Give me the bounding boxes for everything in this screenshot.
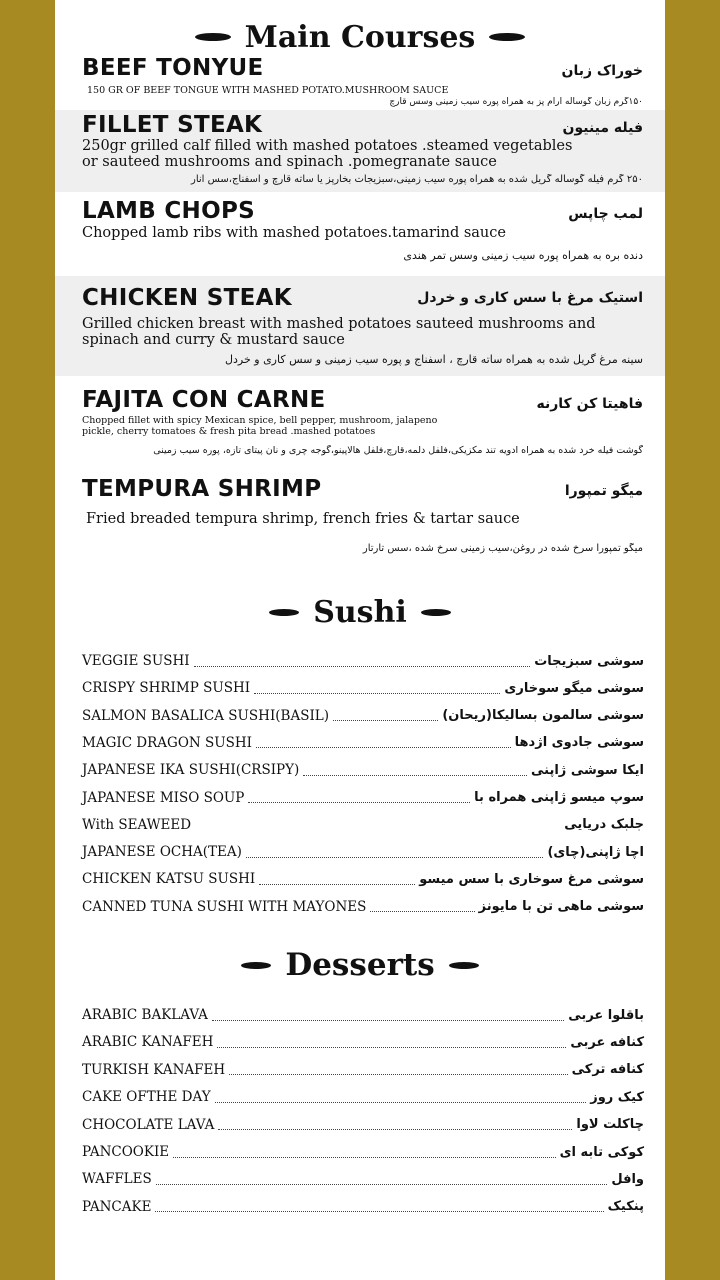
item-name-fa: باقلوا عربی <box>568 1007 644 1023</box>
dot-leader <box>218 1119 572 1130</box>
course-item-lamb-chops <box>55 196 665 276</box>
item-name: ARABIC BAKLAVA <box>82 1007 208 1023</box>
dessert-item <box>82 1168 644 1190</box>
dot-leader <box>194 656 531 667</box>
item-name-fa: سوپ میسو ژاپنی همراه با <box>474 790 644 805</box>
ornament-right-icon <box>449 962 479 969</box>
item-name-fa: کوکی تابه ای <box>559 1144 644 1160</box>
ornament-right-icon <box>489 33 525 41</box>
main-courses-title: Main Courses <box>244 19 476 55</box>
course-name: TEMPURA SHRIMP <box>82 476 322 502</box>
dot-leader <box>303 765 527 776</box>
course-name-fa: میگو تمپورا <box>564 483 643 499</box>
item-name-fa: وافل <box>611 1171 644 1187</box>
item-name-fa: کنافه عربی <box>570 1034 644 1050</box>
dessert-item <box>82 1059 644 1081</box>
course-description-fa: ۱۵۰گرم زبان گوساله آرام پز به همراه پوره سیب زمینی وسس قارچ <box>389 97 643 107</box>
menu-page <box>55 0 665 1280</box>
item-name-fa: کنافه ترکی <box>571 1062 644 1078</box>
item-name-fa: چاکلت لاوا <box>576 1117 644 1133</box>
dot-leader <box>229 1064 568 1075</box>
sushi-item <box>82 732 644 754</box>
course-name-fa: فاهیتا کن کارنه <box>536 396 643 412</box>
course-description: 250gr grilled calf filled with mashed potatoes .steamed vegetables or sauteed mushrooms and spinach .pomegranate sauce <box>82 138 573 171</box>
course-item-beef-tonyue <box>55 55 665 110</box>
dot-leader <box>215 1092 587 1103</box>
item-name: With SEAWEED <box>82 816 192 833</box>
item-name: JAPANESE IKA SUSHI(CRSIPY) <box>82 762 300 779</box>
main-courses-heading <box>55 16 665 58</box>
sushi-item <box>82 705 644 727</box>
desserts-heading <box>55 944 665 986</box>
item-name: JAPANESE OCHA(TEA) <box>82 844 242 861</box>
item-name: PANCAKE <box>82 1198 152 1215</box>
dot-leader <box>259 874 415 885</box>
item-name: CRISPY SHRIMP SUSHI <box>82 680 251 697</box>
dot-leader <box>256 737 511 748</box>
dessert-item <box>82 1086 644 1108</box>
dot-leader <box>212 1010 564 1021</box>
course-description: Chopped lamb ribs with mashed potatoes.tamarind sauce <box>82 225 506 241</box>
course-description-fa: دنده بره به همراه پوره سیب زمینی وسس تمر هندی <box>403 249 643 262</box>
sushi-item <box>82 814 644 836</box>
item-name-fa: اچا ژاپنی(چای) <box>547 844 644 860</box>
course-description: Chopped fillet with spicy Mexican spice, bell pepper, mushroom, jalapeno pickle, cherry tomatoes & fresh pita bread .mashed potatoes <box>82 415 438 437</box>
ornament-right-icon <box>421 609 451 616</box>
course-description-fa: سینه مرغ گریل شده به همراه ساته قارچ ، اسفناج و پوره سیب زمینی و سس کاری و خردل <box>225 353 643 366</box>
item-name-fa: کیک روز <box>590 1089 644 1105</box>
item-name: ARABIC KANAFEH <box>82 1034 214 1051</box>
item-name-fa: سوشی میگو سوخاری <box>504 680 644 696</box>
sushi-item <box>82 759 644 781</box>
item-name-fa: جلبک دریایی <box>564 817 644 833</box>
item-name: TURKISH KANAFEH <box>82 1061 226 1078</box>
dot-leader <box>254 683 500 694</box>
dessert-item <box>82 1031 644 1053</box>
course-name: CHICKEN STEAK <box>82 285 292 311</box>
ornament-left-icon <box>269 609 299 616</box>
dot-leader <box>333 710 438 721</box>
course-name-fa: لمب چاپس <box>568 206 643 222</box>
course-description-fa: گوشت فیله خرد شده به همراه ادویه تند مکزیکی،فلفل دلمه،قارچ،فلفل هالاپینو،گوجه چری و نان پیتای تازه، پوره سیب زمینی <box>153 445 643 456</box>
item-name: VEGGIE SUSHI <box>82 653 190 669</box>
course-description-fa: میگو تمپورا سرخ شده در روغن،سیب زمینی سرخ شده ،سس تارتار <box>362 543 643 554</box>
course-name: FAJITA CON CARNE <box>82 387 326 413</box>
dot-leader <box>195 820 560 830</box>
ornament-left-icon <box>195 33 231 41</box>
item-name: CHICKEN KATSU SUSHI <box>82 871 256 888</box>
dessert-item <box>82 1114 644 1136</box>
dot-leader <box>248 792 470 803</box>
dot-leader <box>370 901 474 912</box>
item-name: SALMON BASALICA SUSHI(BASIL) <box>82 707 330 724</box>
dessert-item <box>82 1141 644 1163</box>
sushi-heading <box>55 592 665 632</box>
sushi-item <box>82 896 644 918</box>
sushi-item <box>82 650 644 672</box>
item-name: MAGIC DRAGON SUSHI <box>82 734 252 751</box>
item-name: CANNED TUNA SUSHI WITH MAYONES <box>82 898 367 915</box>
sushi-title: Sushi <box>313 594 407 630</box>
sushi-item <box>82 787 644 809</box>
dessert-item <box>82 1196 644 1218</box>
item-name-fa: سوشی جادوی اژدها <box>514 735 644 751</box>
course-name: FILLET STEAK <box>82 112 263 138</box>
course-name: LAMB CHOPS <box>82 198 255 224</box>
dot-leader <box>217 1037 566 1048</box>
item-name-fa: ایکا سوشی ژاپنی <box>531 762 644 778</box>
item-name: CHOCOLATE LAVA <box>82 1116 215 1133</box>
item-name-fa: سوشی سبزیجات <box>534 653 644 669</box>
sushi-item <box>82 868 644 890</box>
dessert-item <box>82 1004 644 1026</box>
course-item-tempura-shrimp <box>55 473 665 568</box>
course-item-fajita-con-carne <box>55 385 665 465</box>
desserts-title: Desserts <box>285 947 435 983</box>
course-description: Grilled chicken breast with mashed potatoes sauteed mushrooms and spinach and curry & mustard sauce <box>82 316 596 349</box>
dot-leader <box>155 1201 603 1212</box>
course-description: 150 GR OF BEEF TONGUE WITH MASHED POTATO.MUSHROOM SAUCE <box>87 85 449 96</box>
course-description-fa: ۲۵۰ گرم فیله گوساله گریل شده به همراه پوره سیب زمینی،سبزیجات بخارپز یا ساته قارچ و اسفناج،سس انار <box>190 174 643 185</box>
course-item-fillet-steak <box>55 110 665 192</box>
course-item-chicken-steak <box>55 276 665 376</box>
course-name-fa: خوراک زبان <box>561 63 643 79</box>
dot-leader <box>173 1147 555 1158</box>
item-name-fa: پنکیک <box>607 1199 644 1215</box>
item-name: WAFFLES <box>82 1171 152 1188</box>
item-name: CAKE OFTHE DAY <box>82 1089 211 1106</box>
item-name-fa: سوشی سالمون بسالیکا(ریحان) <box>442 708 644 724</box>
item-name: PANCOOKIE <box>82 1144 170 1160</box>
item-name-fa: سوشی ماهی تن با مایونز <box>478 899 644 915</box>
course-name: BEEF TONYUE <box>82 55 264 81</box>
course-name-fa: فیله مینیون <box>562 120 643 136</box>
item-name-fa: سوشی مرغ سوخاری با سس میسو <box>419 871 644 887</box>
ornament-left-icon <box>241 962 271 969</box>
course-description: Fried breaded tempura shrimp, french fries & tartar sauce <box>86 511 520 527</box>
item-name: JAPANESE MISO SOUP <box>82 789 245 806</box>
dot-leader <box>156 1174 608 1185</box>
sushi-item <box>82 841 644 863</box>
sushi-item <box>82 677 644 699</box>
course-name-fa: استیک مرغ با سس کاری و خردل <box>417 290 643 306</box>
dot-leader <box>246 847 544 858</box>
